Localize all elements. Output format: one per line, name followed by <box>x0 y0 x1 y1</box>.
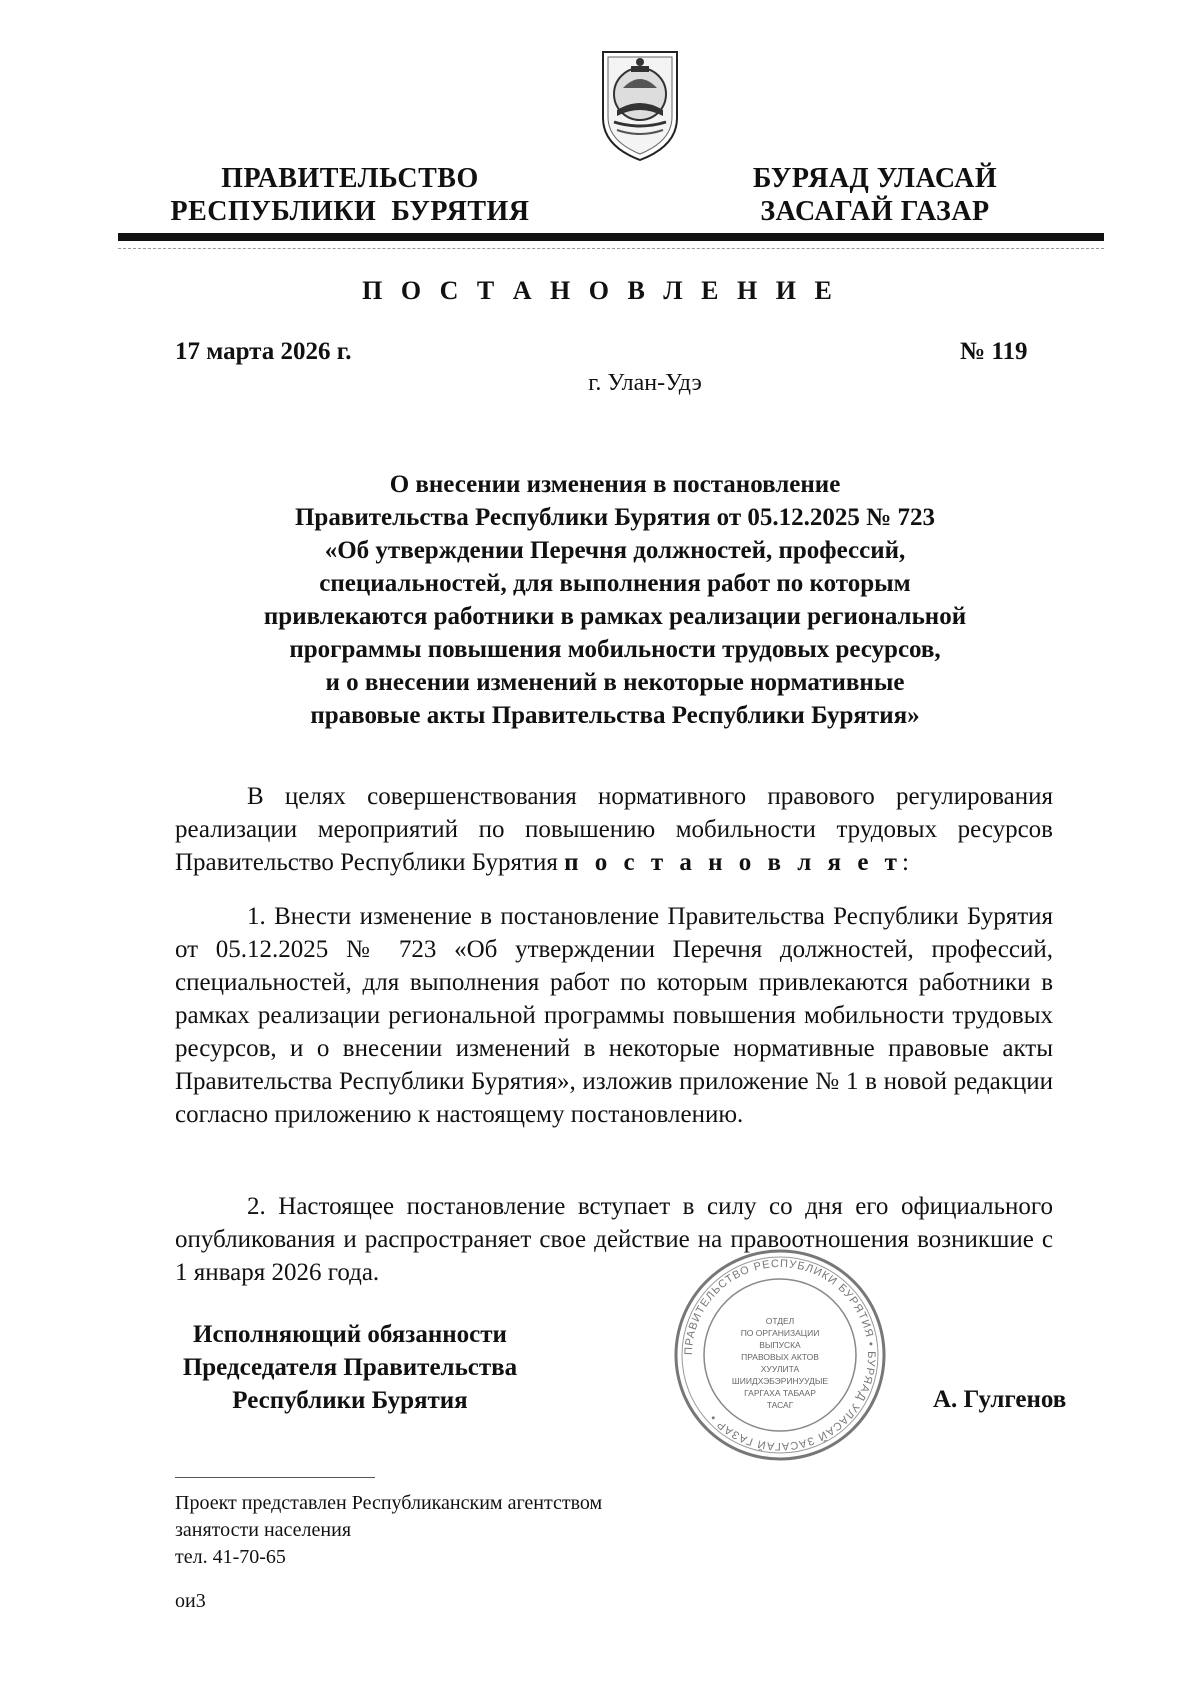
svg-text:ОТДЕЛ: ОТДЕЛ <box>765 1316 795 1326</box>
svg-text:ХУУЛИТА: ХУУЛИТА <box>760 1364 800 1374</box>
footnote-divider <box>175 1477 375 1478</box>
item-2-paragraph: 2. Настоящее постановление вступает в силу со дня его официального опубликования и распространяет свое действие на правоотношения возникшие с 1 января 2026 года. <box>175 1193 1053 1286</box>
document-city: г. Улан-Удэ <box>588 370 702 396</box>
svg-text:ТАСАГ: ТАСАГ <box>766 1400 794 1410</box>
footnote: Проект представлен Республиканским агентством занятости населения тел. 41-70-65 <box>175 1492 603 1568</box>
document-type: П О С Т А Н О В Л Е Н И Е <box>362 276 838 305</box>
svg-text:ПО ОРГАНИЗАЦИИ: ПО ОРГАНИЗАЦИИ <box>740 1328 820 1338</box>
header-divider-thin <box>118 248 1104 249</box>
signer-position: Исполняющий обязанности Председателя Правительства Республики Бурятия <box>182 1321 518 1414</box>
document-date: 17 марта 2026 г. <box>175 338 352 365</box>
item-1-paragraph: 1. Внести изменение в постановление Правительства Республики Бурятия от 05.12.2025 № 723 «Об утверждении Перечня должностей, профессий, специальностей, для выполнения работ по которым привлекаются работники в рамках реализации региональной программы повышения мобильности трудовых ресурсов, и о внесении изменений в некоторые нормативные правовые акты Правительства Республики Бурятия», изложив приложение № 1 в новой редакции согласно приложению к настоящему постановлению. <box>175 903 1053 1128</box>
preamble-paragraph: В целях совершенствования нормативного правового регулирования реализации мероприятий по повышению мобильности трудовых ресурсов Правительство Республики Бурятия п о с т а н о в л я е т: <box>175 783 1053 876</box>
decree-word: п о с т а н о в л я е т <box>564 849 902 876</box>
svg-text:ПРАВИТЕЛЬСТВО РЕСПУБЛИКИ БУРЯТ: ПРАВИТЕЛЬСТВО РЕСПУБЛИКИ БУРЯТИЯ • БУРЯАД УЛАСАЙ ЗАСАГАЙ ГАЗАР • <box>682 1257 878 1453</box>
svg-text:ШИИДХЭБЭРИНУУДЫЕ: ШИИДХЭБЭРИНУУДЫЕ <box>731 1376 829 1386</box>
signer-name: А. Гулгенов <box>933 1386 1067 1413</box>
official-seal-icon <box>668 1246 892 1464</box>
government-name-ru: ПРАВИТЕЛЬСТВО РЕСПУБЛИКИ БУРЯТИЯ <box>170 163 530 227</box>
document-number: № 119 <box>960 338 1028 365</box>
document-title: О внесении изменения в постановление Правительства Республики Бурятия от 05.12.2025 № 723 «Об утверждении Перечня должностей, профессий, специальностей, для выполнения работ по которым привлекаются работники в рамках реализации региональной программы повышения мобильности трудовых ресурсов, и о внесении изменений в некоторые нормативные правовые акты Правительства Республики Бурятия» <box>263 471 967 729</box>
svg-text:ВЫПУСКА: ВЫПУСКА <box>759 1340 801 1350</box>
coat-of-arms-icon <box>595 48 685 164</box>
government-name-bua: БУРЯАД УЛАСАЙ ЗАСАГАЙ ГАЗАР <box>752 163 998 227</box>
document-code: ои3 <box>175 1590 206 1612</box>
svg-text:ПРАВОВЫХ АКТОВ: ПРАВОВЫХ АКТОВ <box>741 1352 819 1362</box>
svg-text:ГАРГАХА ТАБААР: ГАРГАХА ТАБААР <box>744 1388 816 1398</box>
header-divider <box>118 233 1104 241</box>
